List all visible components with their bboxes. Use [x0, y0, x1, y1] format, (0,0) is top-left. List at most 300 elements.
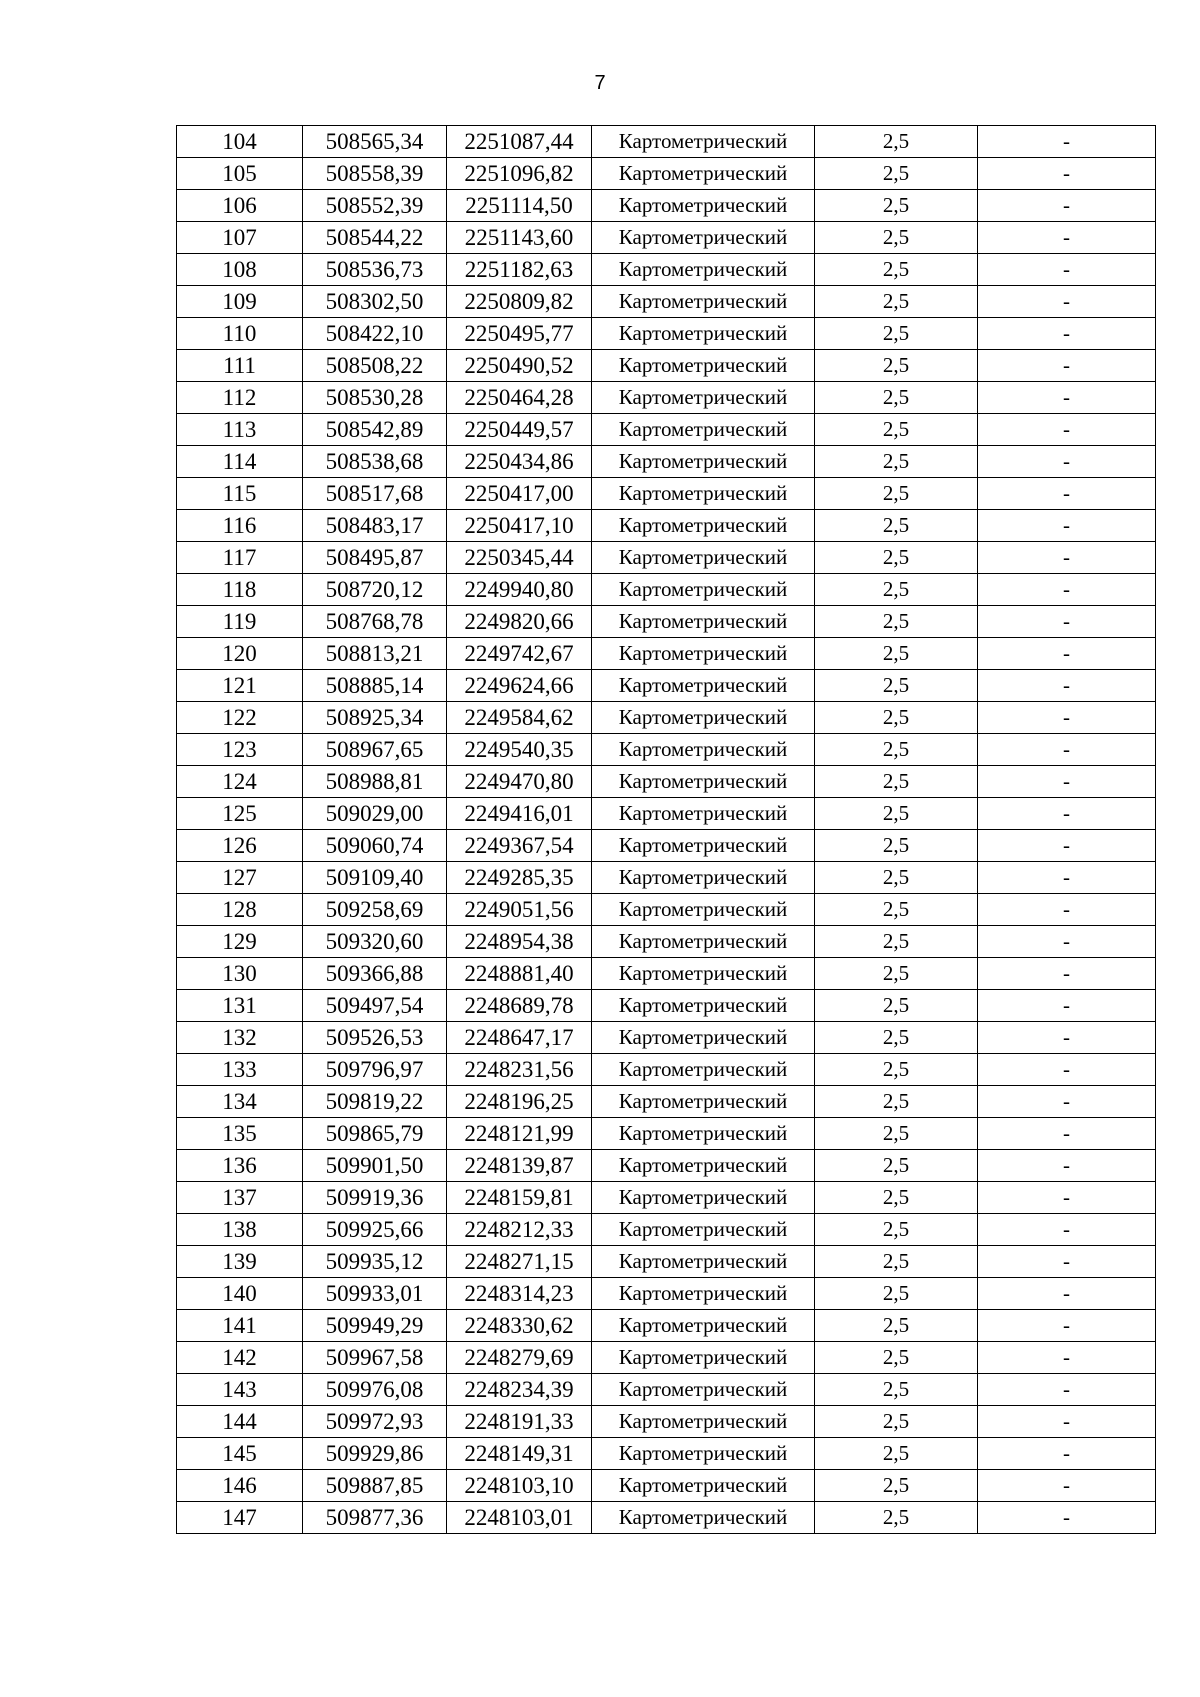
error-cell: 2,5 [815, 222, 978, 254]
error-cell: 2,5 [815, 1278, 978, 1310]
table-row [177, 446, 1156, 478]
x-coordinate-cell: 509967,58 [303, 1342, 447, 1374]
method-cell: Картометрический [592, 1502, 815, 1534]
table-row [177, 126, 1156, 158]
method-cell: Картометрический [592, 1182, 815, 1214]
x-coordinate-cell: 508483,17 [303, 510, 447, 542]
error-cell: 2,5 [815, 734, 978, 766]
x-coordinate-cell: 509060,74 [303, 830, 447, 862]
point-number-cell: 127 [177, 862, 303, 894]
table-row [177, 670, 1156, 702]
note-cell: - [978, 574, 1156, 606]
note-cell: - [978, 1086, 1156, 1118]
x-coordinate-cell: 508544,22 [303, 222, 447, 254]
table-row [177, 1182, 1156, 1214]
x-coordinate-cell: 508565,34 [303, 126, 447, 158]
point-number-cell: 107 [177, 222, 303, 254]
y-coordinate-cell: 2248689,78 [447, 990, 592, 1022]
x-coordinate-cell: 509526,53 [303, 1022, 447, 1054]
point-number-cell: 138 [177, 1214, 303, 1246]
table-row [177, 318, 1156, 350]
table-row [177, 1342, 1156, 1374]
method-cell: Картометрический [592, 1406, 815, 1438]
note-cell: - [978, 1502, 1156, 1534]
error-cell: 2,5 [815, 350, 978, 382]
error-cell: 2,5 [815, 638, 978, 670]
x-coordinate-cell: 509865,79 [303, 1118, 447, 1150]
note-cell: - [978, 862, 1156, 894]
table-row [177, 1086, 1156, 1118]
point-number-cell: 129 [177, 926, 303, 958]
table-row [177, 958, 1156, 990]
point-number-cell: 147 [177, 1502, 303, 1534]
table-row [177, 894, 1156, 926]
error-cell: 2,5 [815, 1342, 978, 1374]
error-cell: 2,5 [815, 1150, 978, 1182]
table-row [177, 862, 1156, 894]
note-cell: - [978, 510, 1156, 542]
error-cell: 2,5 [815, 798, 978, 830]
table-row [177, 1054, 1156, 1086]
y-coordinate-cell: 2250495,77 [447, 318, 592, 350]
method-cell: Картометрический [592, 766, 815, 798]
note-cell: - [978, 1246, 1156, 1278]
point-number-cell: 120 [177, 638, 303, 670]
note-cell: - [978, 894, 1156, 926]
note-cell: - [978, 1310, 1156, 1342]
error-cell: 2,5 [815, 1118, 978, 1150]
error-cell: 2,5 [815, 926, 978, 958]
table-row [177, 414, 1156, 446]
note-cell: - [978, 190, 1156, 222]
x-coordinate-cell: 508530,28 [303, 382, 447, 414]
note-cell: - [978, 734, 1156, 766]
error-cell: 2,5 [815, 1086, 978, 1118]
y-coordinate-cell: 2251182,63 [447, 254, 592, 286]
y-coordinate-cell: 2249540,35 [447, 734, 592, 766]
y-coordinate-cell: 2250449,57 [447, 414, 592, 446]
note-cell: - [978, 542, 1156, 574]
error-cell: 2,5 [815, 1022, 978, 1054]
x-coordinate-cell: 508495,87 [303, 542, 447, 574]
x-coordinate-cell: 509901,50 [303, 1150, 447, 1182]
x-coordinate-cell: 509929,86 [303, 1438, 447, 1470]
point-number-cell: 122 [177, 702, 303, 734]
table-row [177, 606, 1156, 638]
table-row [177, 1214, 1156, 1246]
y-coordinate-cell: 2248159,81 [447, 1182, 592, 1214]
table-row [177, 222, 1156, 254]
y-coordinate-cell: 2248234,39 [447, 1374, 592, 1406]
point-number-cell: 128 [177, 894, 303, 926]
x-coordinate-cell: 508558,39 [303, 158, 447, 190]
method-cell: Картометрический [592, 158, 815, 190]
x-coordinate-cell: 509029,00 [303, 798, 447, 830]
method-cell: Картометрический [592, 606, 815, 638]
note-cell: - [978, 1182, 1156, 1214]
method-cell: Картометрический [592, 862, 815, 894]
method-cell: Картометрический [592, 798, 815, 830]
error-cell: 2,5 [815, 1438, 978, 1470]
y-coordinate-cell: 2249051,56 [447, 894, 592, 926]
method-cell: Картометрический [592, 702, 815, 734]
method-cell: Картометрический [592, 126, 815, 158]
error-cell: 2,5 [815, 158, 978, 190]
note-cell: - [978, 766, 1156, 798]
note-cell: - [978, 382, 1156, 414]
x-coordinate-cell: 509933,01 [303, 1278, 447, 1310]
y-coordinate-cell: 2248881,40 [447, 958, 592, 990]
x-coordinate-cell: 509935,12 [303, 1246, 447, 1278]
y-coordinate-cell: 2249416,01 [447, 798, 592, 830]
method-cell: Картометрический [592, 286, 815, 318]
table-row [177, 478, 1156, 510]
point-number-cell: 131 [177, 990, 303, 1022]
table-row [177, 574, 1156, 606]
point-number-cell: 144 [177, 1406, 303, 1438]
y-coordinate-cell: 2248121,99 [447, 1118, 592, 1150]
error-cell: 2,5 [815, 318, 978, 350]
point-number-cell: 134 [177, 1086, 303, 1118]
method-cell: Картометрический [592, 670, 815, 702]
method-cell: Картометрический [592, 1054, 815, 1086]
y-coordinate-cell: 2250434,86 [447, 446, 592, 478]
coordinates-table [176, 125, 1156, 1534]
x-coordinate-cell: 509258,69 [303, 894, 447, 926]
point-number-cell: 104 [177, 126, 303, 158]
x-coordinate-cell: 509320,60 [303, 926, 447, 958]
error-cell: 2,5 [815, 286, 978, 318]
point-number-cell: 111 [177, 350, 303, 382]
table-row [177, 1502, 1156, 1534]
error-cell: 2,5 [815, 1246, 978, 1278]
method-cell: Картометрический [592, 446, 815, 478]
note-cell: - [978, 958, 1156, 990]
method-cell: Картометрический [592, 1342, 815, 1374]
point-number-cell: 135 [177, 1118, 303, 1150]
error-cell: 2,5 [815, 990, 978, 1022]
table-row [177, 350, 1156, 382]
method-cell: Картометрический [592, 1278, 815, 1310]
x-coordinate-cell: 509497,54 [303, 990, 447, 1022]
error-cell: 2,5 [815, 1182, 978, 1214]
note-cell: - [978, 286, 1156, 318]
point-number-cell: 113 [177, 414, 303, 446]
note-cell: - [978, 1374, 1156, 1406]
method-cell: Картометрический [592, 1022, 815, 1054]
note-cell: - [978, 126, 1156, 158]
point-number-cell: 116 [177, 510, 303, 542]
x-coordinate-cell: 509796,97 [303, 1054, 447, 1086]
error-cell: 2,5 [815, 1502, 978, 1534]
table-row [177, 638, 1156, 670]
x-coordinate-cell: 508768,78 [303, 606, 447, 638]
error-cell: 2,5 [815, 574, 978, 606]
x-coordinate-cell: 509976,08 [303, 1374, 447, 1406]
method-cell: Картометрический [592, 542, 815, 574]
error-cell: 2,5 [815, 510, 978, 542]
error-cell: 2,5 [815, 1054, 978, 1086]
table-row [177, 926, 1156, 958]
point-number-cell: 130 [177, 958, 303, 990]
method-cell: Картометрический [592, 1374, 815, 1406]
error-cell: 2,5 [815, 862, 978, 894]
x-coordinate-cell: 508422,10 [303, 318, 447, 350]
table-row [177, 1470, 1156, 1502]
x-coordinate-cell: 508536,73 [303, 254, 447, 286]
error-cell: 2,5 [815, 894, 978, 926]
method-cell: Картометрический [592, 894, 815, 926]
note-cell: - [978, 222, 1156, 254]
y-coordinate-cell: 2249367,54 [447, 830, 592, 862]
point-number-cell: 132 [177, 1022, 303, 1054]
table-row [177, 286, 1156, 318]
y-coordinate-cell: 2250490,52 [447, 350, 592, 382]
error-cell: 2,5 [815, 958, 978, 990]
error-cell: 2,5 [815, 254, 978, 286]
error-cell: 2,5 [815, 382, 978, 414]
point-number-cell: 146 [177, 1470, 303, 1502]
method-cell: Картометрический [592, 478, 815, 510]
error-cell: 2,5 [815, 446, 978, 478]
error-cell: 2,5 [815, 190, 978, 222]
table-row [177, 158, 1156, 190]
note-cell: - [978, 1470, 1156, 1502]
note-cell: - [978, 926, 1156, 958]
point-number-cell: 114 [177, 446, 303, 478]
note-cell: - [978, 446, 1156, 478]
x-coordinate-cell: 509972,93 [303, 1406, 447, 1438]
x-coordinate-cell: 508885,14 [303, 670, 447, 702]
x-coordinate-cell: 508552,39 [303, 190, 447, 222]
point-number-cell: 139 [177, 1246, 303, 1278]
method-cell: Картометрический [592, 1470, 815, 1502]
error-cell: 2,5 [815, 414, 978, 446]
point-number-cell: 136 [177, 1150, 303, 1182]
y-coordinate-cell: 2251096,82 [447, 158, 592, 190]
point-number-cell: 137 [177, 1182, 303, 1214]
note-cell: - [978, 1118, 1156, 1150]
y-coordinate-cell: 2250345,44 [447, 542, 592, 574]
method-cell: Картометрический [592, 1086, 815, 1118]
point-number-cell: 123 [177, 734, 303, 766]
point-number-cell: 125 [177, 798, 303, 830]
y-coordinate-cell: 2248954,38 [447, 926, 592, 958]
error-cell: 2,5 [815, 126, 978, 158]
y-coordinate-cell: 2248212,33 [447, 1214, 592, 1246]
note-cell: - [978, 1150, 1156, 1182]
note-cell: - [978, 478, 1156, 510]
table-row [177, 798, 1156, 830]
x-coordinate-cell: 508925,34 [303, 702, 447, 734]
point-number-cell: 140 [177, 1278, 303, 1310]
table-row [177, 734, 1156, 766]
point-number-cell: 121 [177, 670, 303, 702]
y-coordinate-cell: 2250809,82 [447, 286, 592, 318]
x-coordinate-cell: 508517,68 [303, 478, 447, 510]
point-number-cell: 105 [177, 158, 303, 190]
y-coordinate-cell: 2249820,66 [447, 606, 592, 638]
point-number-cell: 109 [177, 286, 303, 318]
x-coordinate-cell: 508720,12 [303, 574, 447, 606]
method-cell: Картометрический [592, 1438, 815, 1470]
y-coordinate-cell: 2251143,60 [447, 222, 592, 254]
x-coordinate-cell: 508813,21 [303, 638, 447, 670]
point-number-cell: 106 [177, 190, 303, 222]
y-coordinate-cell: 2249940,80 [447, 574, 592, 606]
y-coordinate-cell: 2251114,50 [447, 190, 592, 222]
table-row [177, 1406, 1156, 1438]
method-cell: Картометрический [592, 190, 815, 222]
coordinates-table-body [177, 126, 1156, 1534]
x-coordinate-cell: 509366,88 [303, 958, 447, 990]
note-cell: - [978, 638, 1156, 670]
error-cell: 2,5 [815, 1470, 978, 1502]
table-row [177, 382, 1156, 414]
error-cell: 2,5 [815, 606, 978, 638]
table-row [177, 1278, 1156, 1310]
table-row [177, 1374, 1156, 1406]
note-cell: - [978, 798, 1156, 830]
note-cell: - [978, 350, 1156, 382]
error-cell: 2,5 [815, 830, 978, 862]
note-cell: - [978, 830, 1156, 862]
method-cell: Картометрический [592, 1214, 815, 1246]
method-cell: Картометрический [592, 1246, 815, 1278]
note-cell: - [978, 1342, 1156, 1374]
error-cell: 2,5 [815, 478, 978, 510]
table-row [177, 1118, 1156, 1150]
table-row [177, 254, 1156, 286]
y-coordinate-cell: 2248271,15 [447, 1246, 592, 1278]
y-coordinate-cell: 2249285,35 [447, 862, 592, 894]
table-row [177, 1246, 1156, 1278]
table-row [177, 1022, 1156, 1054]
y-coordinate-cell: 2248647,17 [447, 1022, 592, 1054]
x-coordinate-cell: 509919,36 [303, 1182, 447, 1214]
point-number-cell: 141 [177, 1310, 303, 1342]
method-cell: Картометрический [592, 318, 815, 350]
point-number-cell: 145 [177, 1438, 303, 1470]
x-coordinate-cell: 509949,29 [303, 1310, 447, 1342]
method-cell: Картометрический [592, 990, 815, 1022]
error-cell: 2,5 [815, 1214, 978, 1246]
method-cell: Картометрический [592, 958, 815, 990]
note-cell: - [978, 254, 1156, 286]
note-cell: - [978, 670, 1156, 702]
point-number-cell: 119 [177, 606, 303, 638]
point-number-cell: 126 [177, 830, 303, 862]
y-coordinate-cell: 2249470,80 [447, 766, 592, 798]
method-cell: Картометрический [592, 1118, 815, 1150]
point-number-cell: 124 [177, 766, 303, 798]
y-coordinate-cell: 2250464,28 [447, 382, 592, 414]
x-coordinate-cell: 509819,22 [303, 1086, 447, 1118]
note-cell: - [978, 318, 1156, 350]
y-coordinate-cell: 2248103,10 [447, 1470, 592, 1502]
x-coordinate-cell: 509877,36 [303, 1502, 447, 1534]
point-number-cell: 143 [177, 1374, 303, 1406]
method-cell: Картометрический [592, 1310, 815, 1342]
method-cell: Картометрический [592, 350, 815, 382]
method-cell: Картометрический [592, 382, 815, 414]
y-coordinate-cell: 2248330,62 [447, 1310, 592, 1342]
table-row [177, 990, 1156, 1022]
method-cell: Картометрический [592, 1150, 815, 1182]
note-cell: - [978, 414, 1156, 446]
table-row [177, 1150, 1156, 1182]
y-coordinate-cell: 2249584,62 [447, 702, 592, 734]
point-number-cell: 133 [177, 1054, 303, 1086]
y-coordinate-cell: 2248191,33 [447, 1406, 592, 1438]
y-coordinate-cell: 2248103,01 [447, 1502, 592, 1534]
method-cell: Картометрический [592, 510, 815, 542]
point-number-cell: 112 [177, 382, 303, 414]
table-row [177, 766, 1156, 798]
method-cell: Картометрический [592, 414, 815, 446]
note-cell: - [978, 702, 1156, 734]
y-coordinate-cell: 2248139,87 [447, 1150, 592, 1182]
method-cell: Картометрический [592, 574, 815, 606]
x-coordinate-cell: 508302,50 [303, 286, 447, 318]
note-cell: - [978, 1278, 1156, 1310]
page-number: 7 [594, 72, 606, 94]
error-cell: 2,5 [815, 1406, 978, 1438]
error-cell: 2,5 [815, 766, 978, 798]
y-coordinate-cell: 2250417,10 [447, 510, 592, 542]
method-cell: Картометрический [592, 222, 815, 254]
table-row [177, 1310, 1156, 1342]
point-number-cell: 110 [177, 318, 303, 350]
y-coordinate-cell: 2249742,67 [447, 638, 592, 670]
table-row [177, 830, 1156, 862]
y-coordinate-cell: 2248279,69 [447, 1342, 592, 1374]
note-cell: - [978, 990, 1156, 1022]
method-cell: Картометрический [592, 926, 815, 958]
y-coordinate-cell: 2249624,66 [447, 670, 592, 702]
x-coordinate-cell: 508542,89 [303, 414, 447, 446]
y-coordinate-cell: 2248231,56 [447, 1054, 592, 1086]
note-cell: - [978, 1054, 1156, 1086]
method-cell: Картометрический [592, 638, 815, 670]
note-cell: - [978, 1406, 1156, 1438]
x-coordinate-cell: 508538,68 [303, 446, 447, 478]
method-cell: Картометрический [592, 734, 815, 766]
error-cell: 2,5 [815, 702, 978, 734]
table-row [177, 542, 1156, 574]
error-cell: 2,5 [815, 1374, 978, 1406]
point-number-cell: 117 [177, 542, 303, 574]
x-coordinate-cell: 508967,65 [303, 734, 447, 766]
note-cell: - [978, 1022, 1156, 1054]
table-row [177, 510, 1156, 542]
point-number-cell: 115 [177, 478, 303, 510]
note-cell: - [978, 1438, 1156, 1470]
y-coordinate-cell: 2248196,25 [447, 1086, 592, 1118]
x-coordinate-cell: 508508,22 [303, 350, 447, 382]
y-coordinate-cell: 2248314,23 [447, 1278, 592, 1310]
x-coordinate-cell: 508988,81 [303, 766, 447, 798]
note-cell: - [978, 1214, 1156, 1246]
error-cell: 2,5 [815, 670, 978, 702]
point-number-cell: 108 [177, 254, 303, 286]
table-row [177, 1438, 1156, 1470]
y-coordinate-cell: 2251087,44 [447, 126, 592, 158]
error-cell: 2,5 [815, 542, 978, 574]
point-number-cell: 142 [177, 1342, 303, 1374]
note-cell: - [978, 606, 1156, 638]
x-coordinate-cell: 509109,40 [303, 862, 447, 894]
